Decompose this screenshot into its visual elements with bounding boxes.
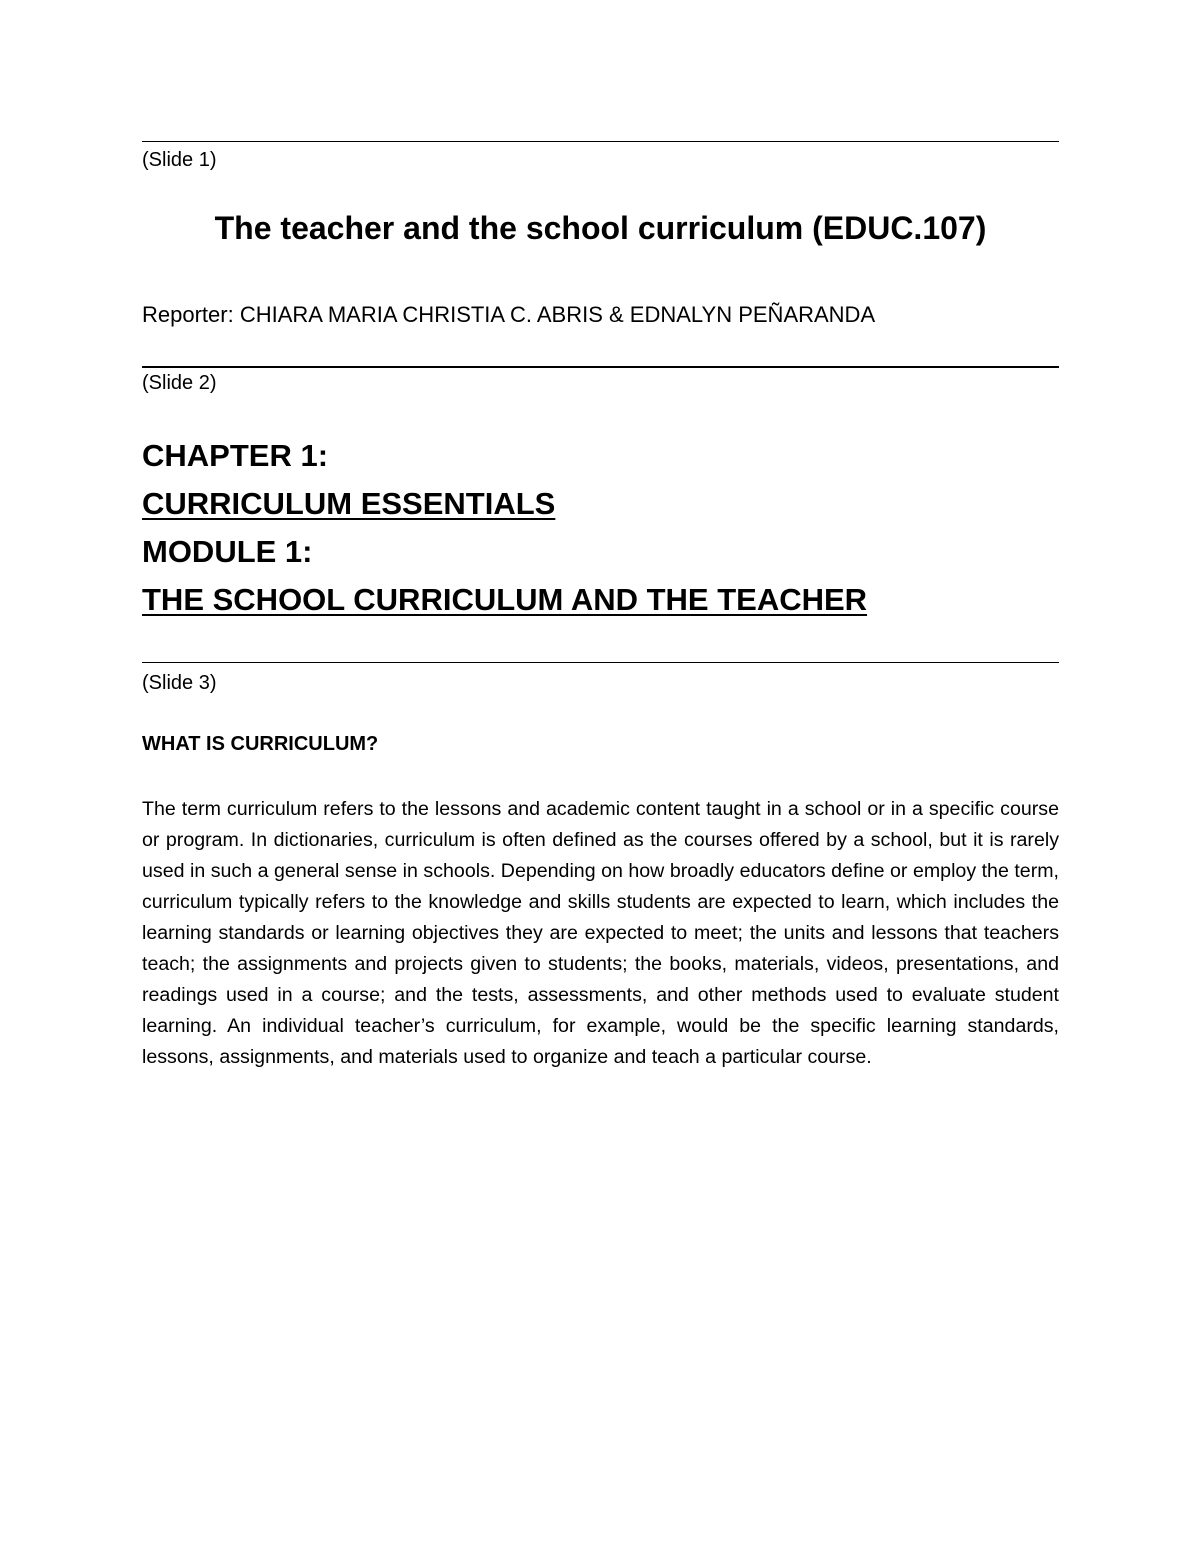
chapter-label: CHAPTER 1:	[142, 438, 329, 473]
section-heading: WHAT IS CURRICULUM?	[142, 733, 379, 755]
section-divider	[142, 141, 1059, 142]
slide-label: (Slide 2)	[142, 372, 217, 394]
chapter-heading-block	[142, 432, 867, 624]
module-name: THE SCHOOL CURRICULUM AND THE TEACHER	[142, 582, 868, 617]
section-divider	[142, 366, 1059, 368]
reporter-line: Reporter: CHIARA MARIA CHRISTIA C. ABRIS & EDNALYN PEÑARANDA	[142, 302, 876, 327]
chapter-name: CURRICULUM ESSENTIALS	[142, 486, 556, 521]
slide-label: (Slide 3)	[142, 672, 217, 694]
body-paragraph: The term curriculum refers to the lessons and academic content taught in a school or in a specific course or program. In dictionaries, curriculum is often defined as the courses offered by a school, but it is rarely used in such a general sense in schools. Depending on how broadly educators define or employ the term, curriculum typically refers to the knowledge and skills students are expected to learn, which includes the learning standards or learning objectives they are expected to meet; the units and lessons that teachers teach; the assignments and projects given to students; the books, materials, videos, presentations, and readings used in a course; and the tests, assessments, and other methods used to evaluate student learning. An individual teacher’s curriculum, for example, would be the specific learning standards, lessons, assignments, and materials used to organize and teach a particular course.	[142, 798, 1059, 1068]
document-title: The teacher and the school curriculum (EDUC.107)	[214, 210, 987, 246]
slide-label: (Slide 1)	[142, 149, 217, 171]
section-divider	[142, 662, 1059, 663]
module-label: MODULE 1:	[142, 534, 313, 569]
